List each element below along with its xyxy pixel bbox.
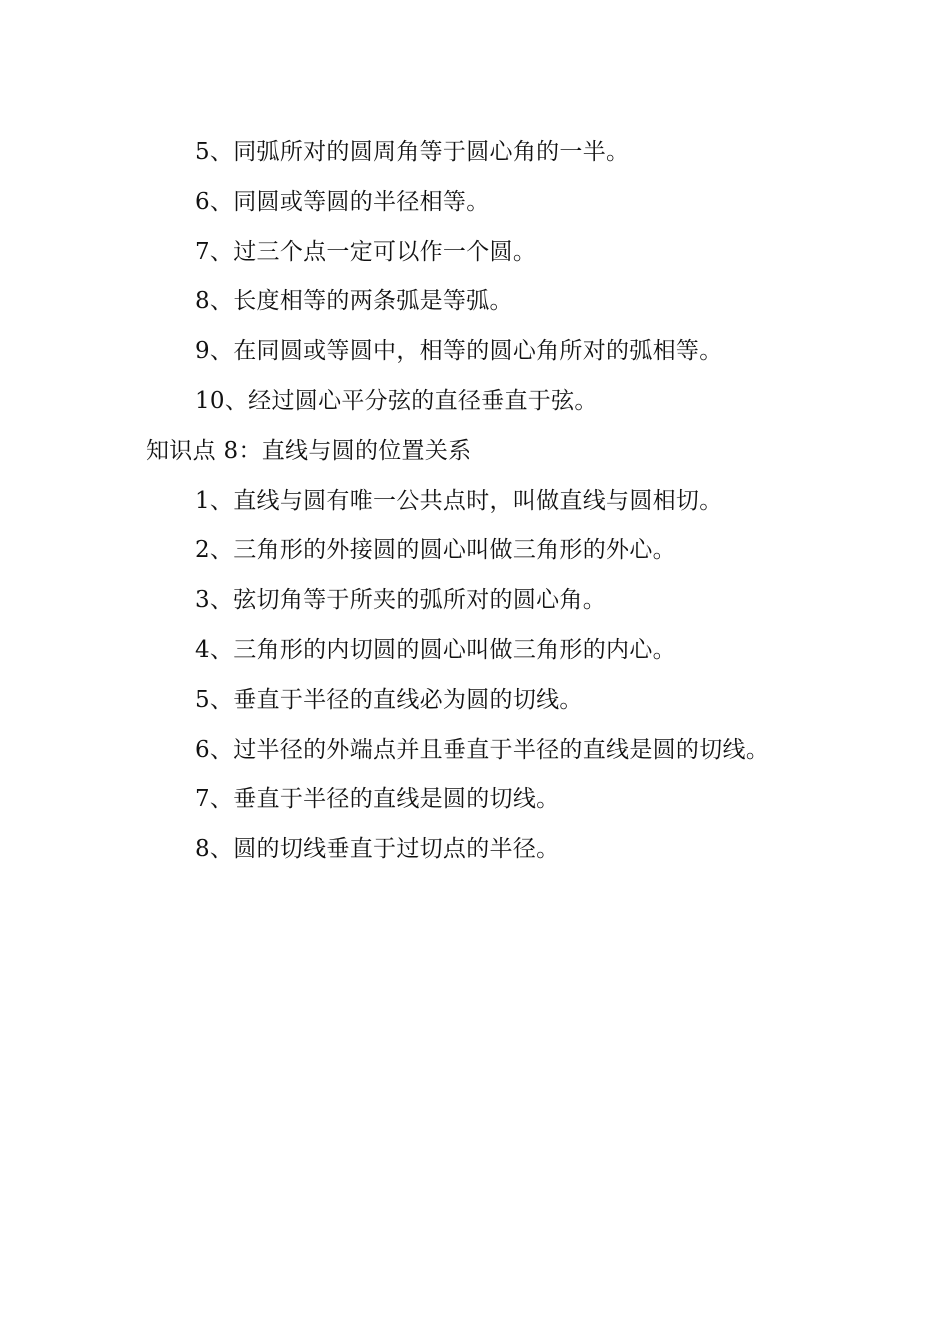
statement-item: 5、同弧所对的圆周角等于圆心角的一半。 — [195, 139, 630, 165]
statement-item: 8、长度相等的两条弧是等弧。 — [195, 288, 513, 315]
statement-item: 4、三角形的内切圆的圆心叫做三角形的内心。 — [195, 636, 676, 663]
statement-item: 10、经过圆心平分弦的直径垂直于弦。 — [195, 387, 598, 414]
document-content — [0, 128, 950, 875]
statement-item: 9、在同圆或等圆中，相等的圆心角所对的弧相等。 — [195, 338, 723, 365]
statement-item: 1、直线与圆有唯一公共点时，叫做直线与圆相切。 — [195, 487, 723, 514]
statement-item: 6、同圆或等圆的半径相等。 — [195, 188, 490, 215]
statement-item: 8、圆的切线垂直于过切点的半径。 — [195, 836, 560, 863]
statement-item: 7、过三个点一定可以作一个圆。 — [195, 238, 537, 265]
statement-item: 7、垂直于半径的直线是圆的切线。 — [195, 786, 560, 813]
statement-item: 3、弦切角等于所夹的弧所对的圆心角。 — [195, 587, 607, 614]
statement-item: 5、垂直于半径的直线必为圆的切线。 — [195, 686, 583, 713]
statement-item: 2、三角形的外接圆的圆心叫做三角形的外心。 — [195, 537, 676, 564]
statement-item: 6、过半径的外端点并且垂直于半径的直线是圆的切线。 — [195, 736, 770, 763]
section-heading: 知识点 8：直线与圆的位置关系 — [146, 437, 472, 464]
